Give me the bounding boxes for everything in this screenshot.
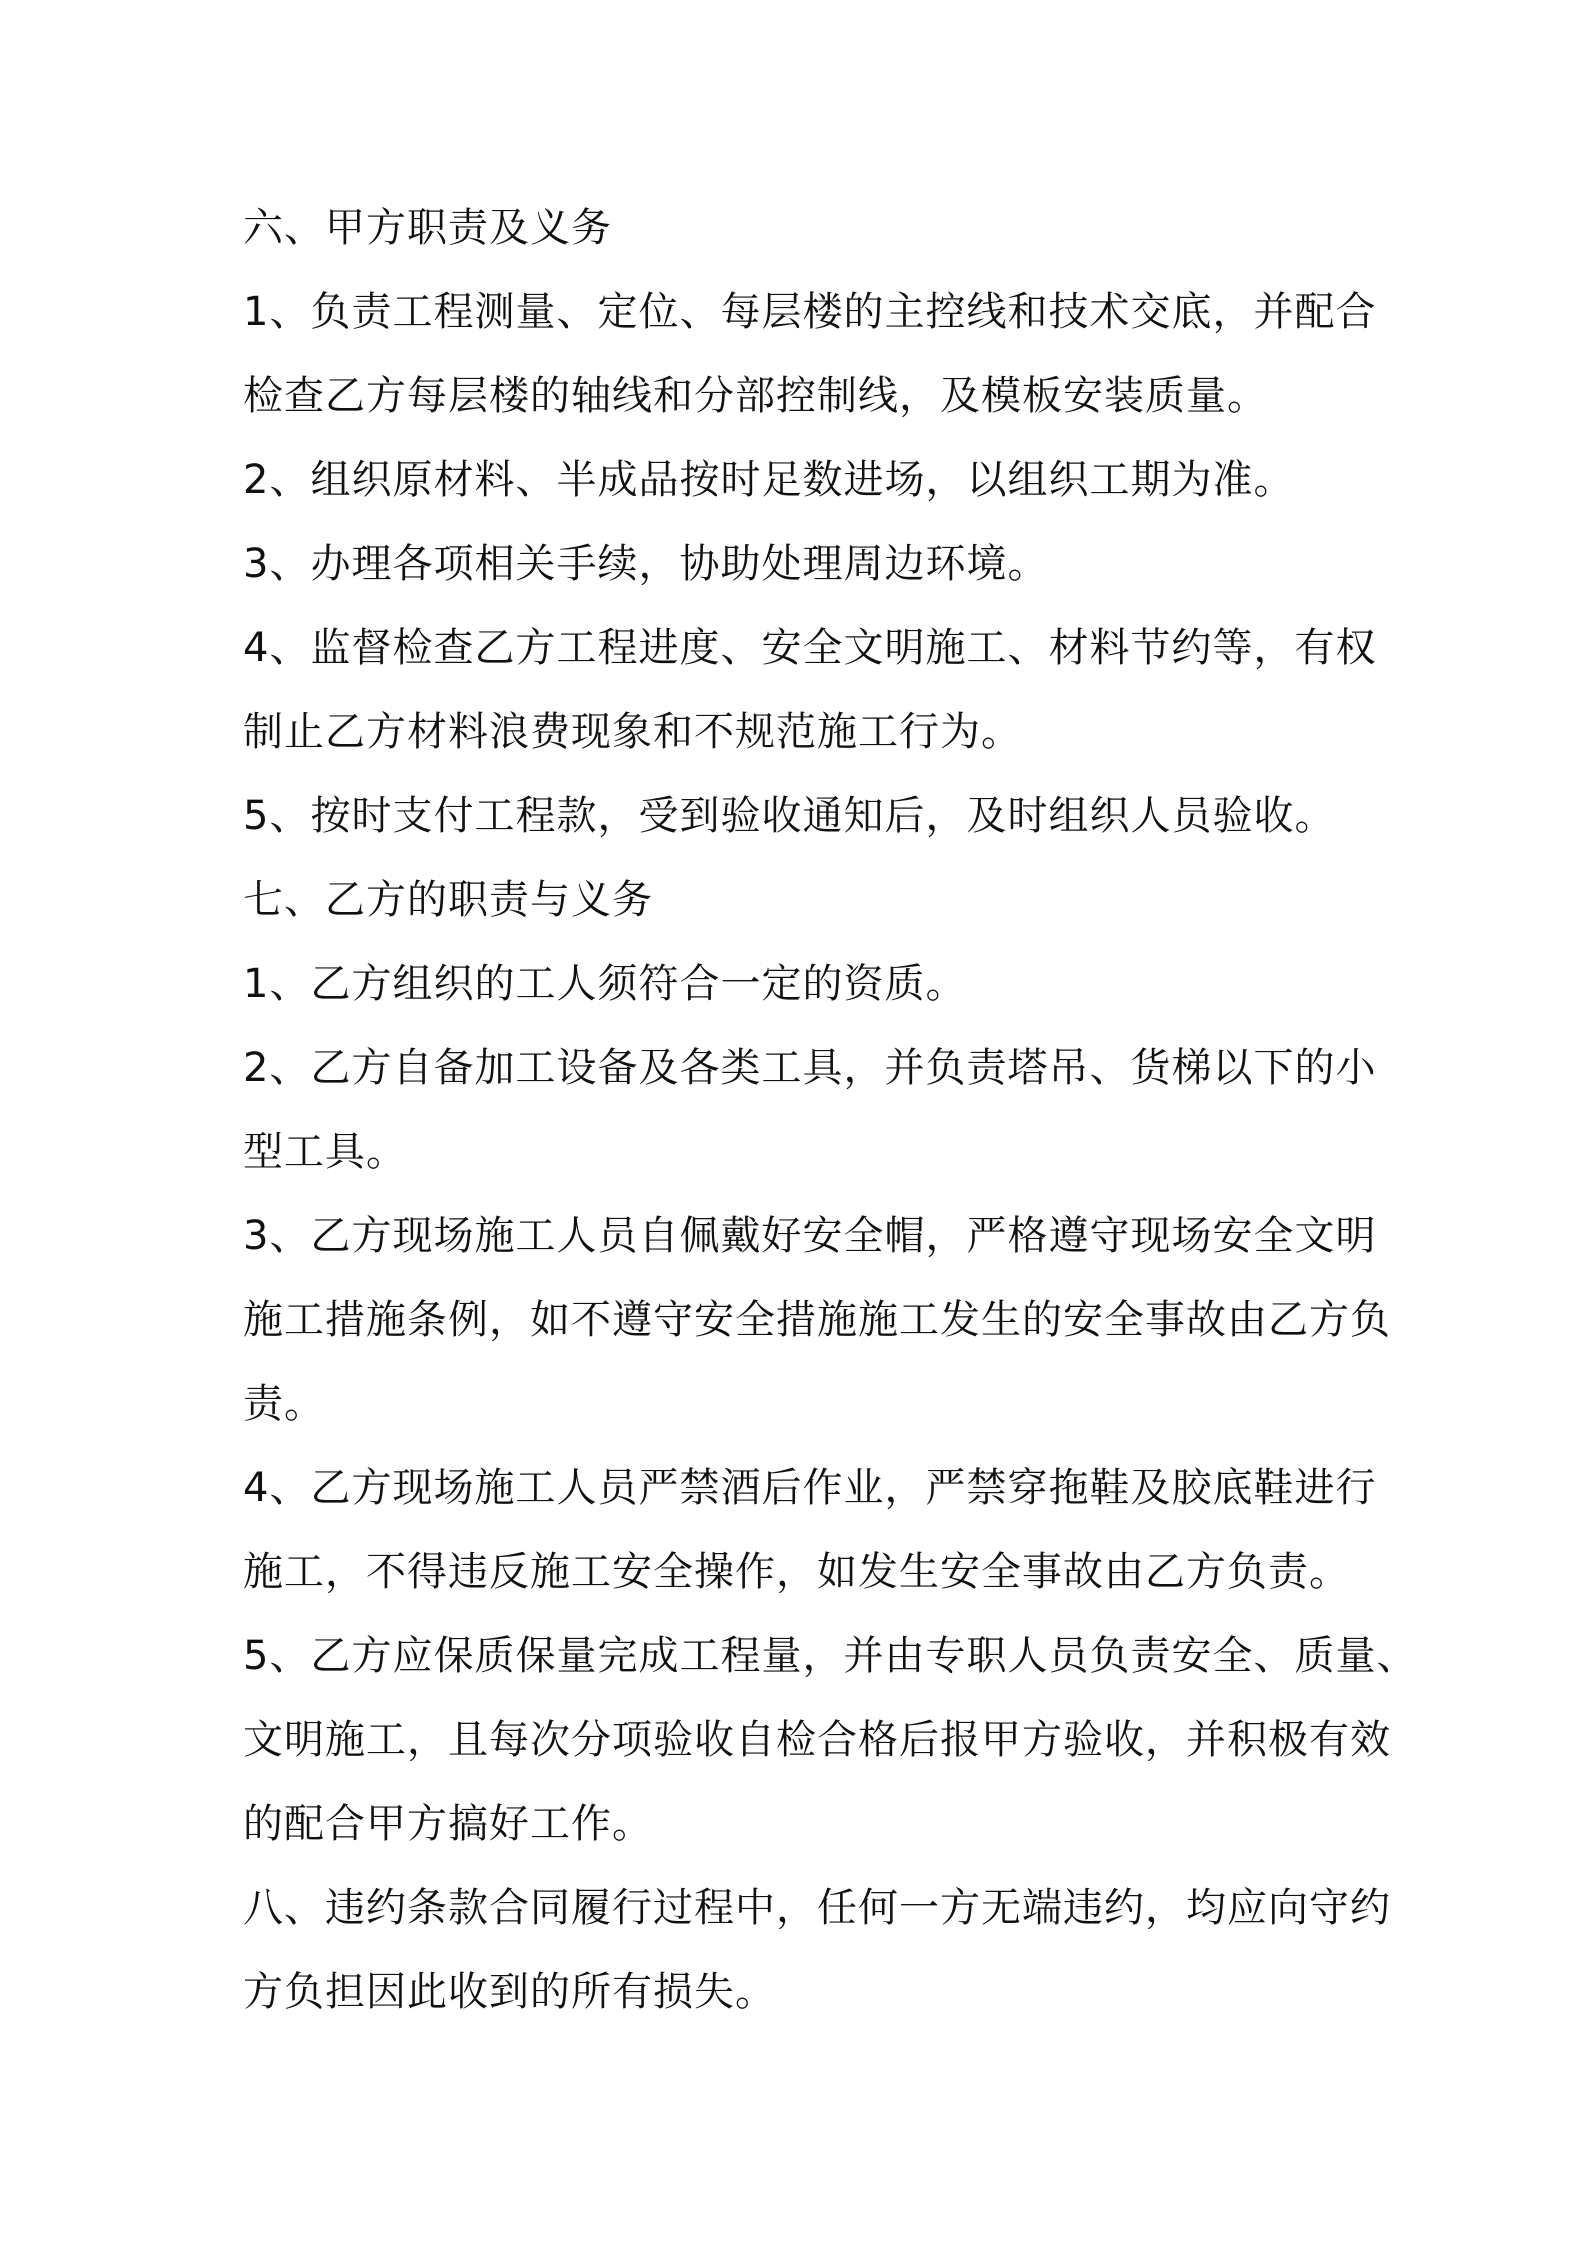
paragraph-line: 5、按时支付工程款，受到验收通知后，及时组织人员验收。 [243,793,1336,839]
paragraph-line: 施工，不得违反施工安全操作，如发生安全事故由乙方负责。 [243,1549,1350,1595]
paragraph-line: 3、办理各项相关手续，协助处理周边环境。 [243,541,1049,587]
paragraph-line: 方负担因此收到的所有损失。 [243,1969,776,2015]
paragraph-line: 5、乙方应保质保量完成工程量，并由专职人员负责安全、质量、 [243,1633,1418,1679]
paragraph-line: 1、乙方组织的工人须符合一定的资质。 [243,961,967,1007]
section-heading-party-a: 六、甲方职责及义务 [243,205,612,251]
paragraph-line: 型工具。 [243,1129,407,1175]
paragraph-line: 的配合甲方搞好工作。 [243,1801,653,1847]
paragraph-line: 检查乙方每层楼的轴线和分部控制线，及模板安装质量。 [243,373,1268,419]
paragraph-line: 施工措施条例，如不遵守安全措施施工发生的安全事故由乙方负 [243,1297,1391,1343]
paragraph-line: 责。 [243,1381,325,1427]
paragraph-line: 2、乙方自备加工设备及各类工具，并负责塔吊、货梯以下的小 [243,1045,1377,1091]
paragraph-line: 制止乙方材料浪费现象和不规范施工行为。 [243,709,1022,755]
paragraph-line: 1、负责工程测量、定位、每层楼的主控线和技术交底，并配合 [243,289,1377,335]
paragraph-line: 3、乙方现场施工人员自佩戴好安全帽，严格遵守现场安全文明 [243,1213,1377,1259]
paragraph-line: 4、乙方现场施工人员严禁酒后作业，严禁穿拖鞋及胶底鞋进行 [243,1465,1377,1511]
section-heading-breach: 八、违约条款合同履行过程中，任何一方无端违约，均应向守约 [243,1885,1391,1931]
paragraph-line: 2、组织原材料、半成品按时足数进场，以组织工期为准。 [243,457,1295,503]
paragraph-line: 文明施工，且每次分项验收自检合格后报甲方验收，并积极有效 [243,1717,1391,1763]
paragraph-line: 4、监督检查乙方工程进度、安全文明施工、材料节约等，有权 [243,625,1377,671]
section-heading-party-b: 七、乙方的职责与义务 [243,877,653,923]
